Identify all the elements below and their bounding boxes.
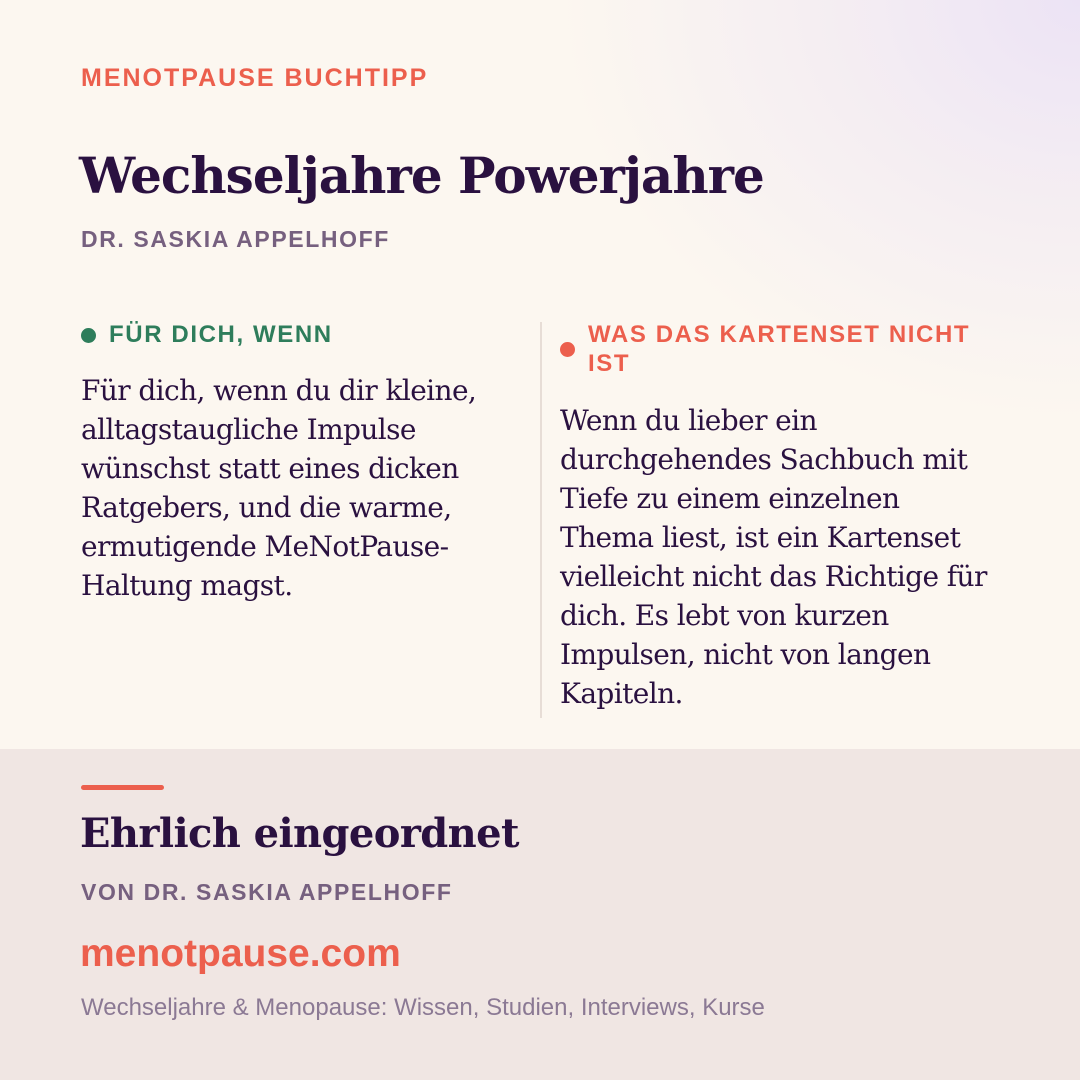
red-dot-icon	[560, 342, 575, 357]
book-author: DR. SASKIA APPELHOFF	[81, 226, 390, 252]
for-you-text: Für dich, wenn du dir kleine, alltagstaugliche Impulse wünschst statt eines dicken Ratgebers, und die warme, ermutigende MeNotPause-Haltung magst.	[81, 374, 477, 602]
website-link[interactable]: menotpause.com	[80, 932, 401, 975]
footer-section	[0, 749, 1080, 1080]
site-tagline: Wechseljahre & Menopause: Wissen, Studien, Interviews, Kurse	[81, 994, 765, 1021]
for-you-heading-text: FÜR DICH, WENN	[109, 321, 333, 348]
column-divider	[540, 322, 542, 718]
footer-author: VON DR. SASKIA APPELHOFF	[81, 879, 453, 905]
not-for-you-heading-text: WAS DAS KARTENSET NICHT IST	[588, 321, 971, 377]
for-you-heading	[81, 320, 501, 349]
not-for-you-heading	[560, 320, 1000, 378]
footer-title: Ehrlich eingeordnet	[80, 810, 519, 857]
not-for-you-text: Wenn du lieber ein durchgehendes Sachbuch mit Tiefe zu einem einzelnen Thema liest, ist ein Kartenset vielleicht nicht das Richtige für dich. Es lebt von kurzen Impulsen, nicht von langen Kapiteln.	[560, 404, 987, 710]
not-for-you-column	[560, 320, 1000, 713]
accent-line	[81, 785, 164, 790]
book-title: Wechseljahre Powerjahre	[79, 146, 764, 205]
eyebrow-label: MENOTPAUSE BUCHTIPP	[81, 64, 429, 92]
for-you-column	[81, 320, 501, 605]
green-dot-icon	[81, 328, 96, 343]
